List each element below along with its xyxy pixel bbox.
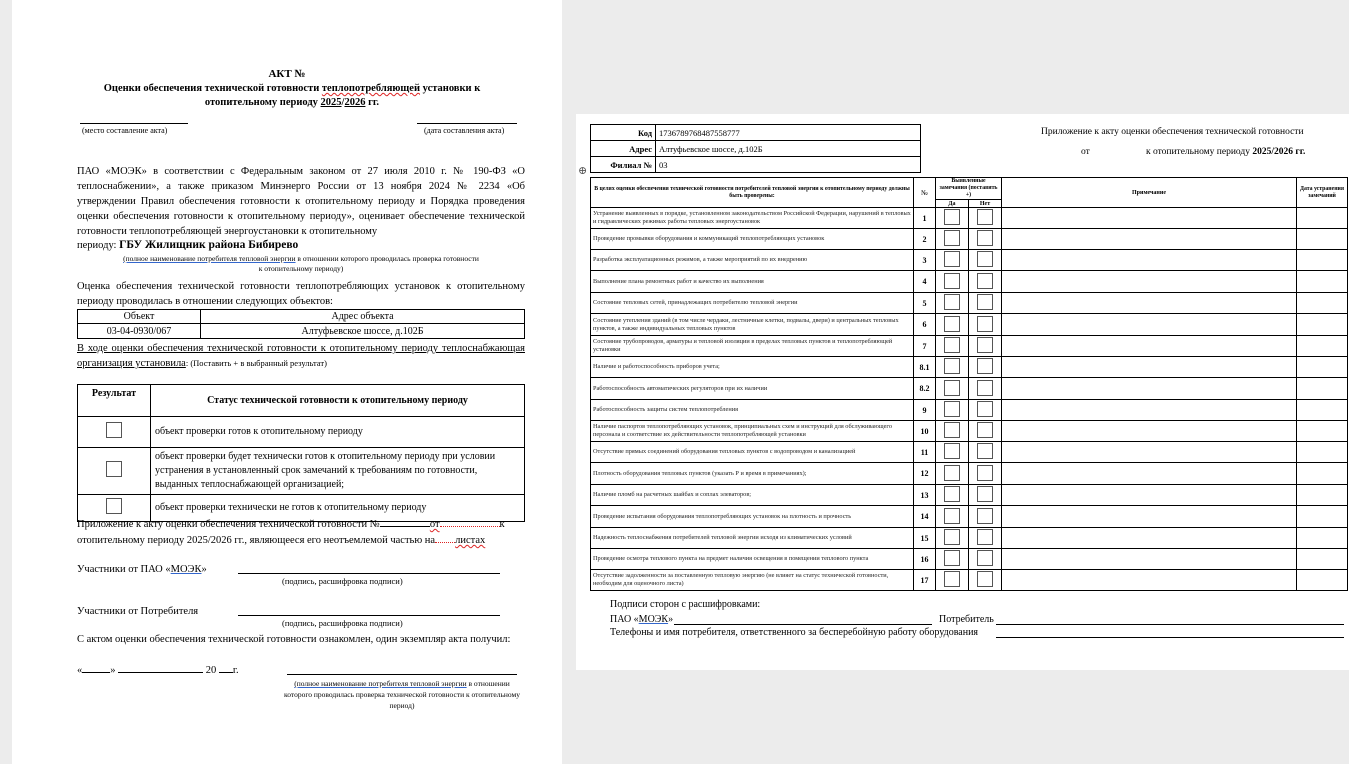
no-cell <box>969 271 1002 293</box>
yes-cell <box>936 208 969 229</box>
res-option-ready: объект проверки готов к отопительному периоду <box>151 417 525 448</box>
note-cell[interactable] <box>1002 208 1297 229</box>
criteria-text: Наличие паспортов теплопотребляющих установок, принципиальных схем и инструкций для обслуживающего персонала и соответствие их действительности теплопотребляющей установки <box>591 421 914 442</box>
moek-a: Участники от ПАО « <box>77 564 171 575</box>
date-fill-line <box>77 663 277 678</box>
subtitle-period: отопительному периоду <box>204 97 321 108</box>
criteria-row <box>591 570 1348 591</box>
no-checkbox[interactable] <box>977 316 993 332</box>
yes-cell <box>936 336 969 357</box>
consumer-line <box>77 238 525 253</box>
date-cell[interactable] <box>1297 250 1348 271</box>
yes-cell <box>936 485 969 506</box>
moek-sign-line[interactable] <box>238 573 500 574</box>
no-cell <box>969 229 1002 250</box>
appendix-year: 2025/2026 гг. <box>1252 147 1306 157</box>
results-table <box>77 384 525 522</box>
obj-header-address: Адрес объекта <box>201 310 525 324</box>
yes-checkbox[interactable] <box>944 529 960 545</box>
yes-cell <box>936 378 969 400</box>
criteria-text: Надежность теплоснабжения потребителей тепловой энергии исходя из климатических условий <box>591 528 914 549</box>
branch-value: 03 <box>656 157 921 173</box>
criteria-number: 14 <box>914 506 936 528</box>
criteria-number: 12 <box>914 463 936 485</box>
moek-c: » <box>201 564 207 575</box>
no-cell <box>969 528 1002 549</box>
sig-moek-line[interactable] <box>674 624 932 625</box>
criteria-text: Выполнение плана ремонтных работ и качество их выполнения <box>591 271 914 293</box>
date-cell[interactable] <box>1297 421 1348 442</box>
yes-checkbox[interactable] <box>944 316 960 332</box>
criteria-text: Плотность оборудования тепловых пунктов (указать Р и время в примечаниях); <box>591 463 914 485</box>
criteria-number: 8.2 <box>914 378 936 400</box>
note-cell[interactable] <box>1002 570 1297 591</box>
yes-checkbox[interactable] <box>944 273 960 289</box>
appendix-line-2 <box>77 533 527 548</box>
result-checkbox-ready[interactable] <box>106 422 122 438</box>
familiar-text: С актом оценки обеспечения технической готовности ознакомлен, один экземпляр акта получил: <box>77 634 511 645</box>
appendix-b: от <box>429 519 440 530</box>
appendix-a: Приложение к акту оценки обеспечения технической готовности № <box>77 519 380 530</box>
moek-name: МОЭК <box>170 564 202 575</box>
date-cell[interactable] <box>1297 400 1348 421</box>
yes-cell <box>936 314 969 336</box>
criteria-row <box>591 293 1348 314</box>
date-cell[interactable] <box>1297 293 1348 314</box>
no-checkbox[interactable] <box>977 380 993 396</box>
yes-checkbox[interactable] <box>944 380 960 396</box>
no-checkbox[interactable] <box>977 486 993 502</box>
yes-cell <box>936 506 969 528</box>
no-cell <box>969 293 1002 314</box>
yes-cell <box>936 549 969 570</box>
no-cell <box>969 336 1002 357</box>
criteria-row <box>591 271 1348 293</box>
consumer-caption-a: (полное наименование потребителя тепловой энергии <box>123 254 296 263</box>
criteria-text: Проведение промывки оборудования и коммуникаций теплопотребляющих установок <box>591 229 914 250</box>
criteria-table <box>590 177 1348 591</box>
date-cell[interactable] <box>1297 485 1348 506</box>
criteria-row <box>591 528 1348 549</box>
criteria-number: 1 <box>914 208 936 229</box>
subtitle-spell: теплопотребляющей <box>321 83 421 94</box>
no-checkbox[interactable] <box>977 294 993 310</box>
appendix-from: от <box>1081 147 1090 157</box>
note-cell[interactable] <box>1002 463 1297 485</box>
yes-cell <box>936 250 969 271</box>
criteria-rows <box>591 208 1348 591</box>
col-criteria: В целях оценки обеспечения технической готовности потребителей тепловой энергии к отопительному периоду должны быть проверены: <box>591 178 914 208</box>
date-year-suffix: г. <box>232 665 239 676</box>
date-cell[interactable] <box>1297 357 1348 378</box>
criteria-row <box>591 378 1348 400</box>
note-cell[interactable] <box>1002 485 1297 506</box>
criteria-row <box>591 336 1348 357</box>
obj-code: 03-04-0930/067 <box>78 324 201 339</box>
appendix-title: Приложение к акту оценки обеспечения технической готовности <box>1041 127 1304 137</box>
criteria-number: 8.1 <box>914 357 936 378</box>
sig-moek-a: ПАО « <box>610 614 639 625</box>
no-cell <box>969 314 1002 336</box>
foot-caption-b: в отношении которого проводилась проверка технической готовности к отопительному период) <box>283 679 520 710</box>
act-subtitle <box>72 82 512 110</box>
no-cell <box>969 463 1002 485</box>
yes-cell <box>936 293 969 314</box>
participants-moek <box>77 562 207 577</box>
criteria-text: Наличие пломб на расчетных шайбах и соплах элеваторов; <box>591 485 914 506</box>
yes-checkbox[interactable] <box>944 422 960 438</box>
no-checkbox[interactable] <box>977 443 993 459</box>
criteria-text: Работоспособность автоматических регуляторов при их наличии <box>591 378 914 400</box>
address-label: Адрес <box>591 141 656 157</box>
note-cell[interactable] <box>1002 336 1297 357</box>
criteria-text: Отсутствие задолженности за поставленную тепловую энергию (не влияет на статус технической готовности, необходим для оценочного листа) <box>591 570 914 591</box>
appendix-d: отопительному периоду 2025/2026 гг., являющееся его неотъемлемой частью на <box>77 535 436 546</box>
year-suffix: гг. <box>365 97 380 108</box>
criteria-row <box>591 485 1348 506</box>
criteria-number: 17 <box>914 570 936 591</box>
yes-checkbox[interactable] <box>944 358 960 374</box>
note-cell[interactable] <box>1002 250 1297 271</box>
note-cell[interactable] <box>1002 549 1297 570</box>
no-checkbox[interactable] <box>977 251 993 267</box>
criteria-text: Разработка эксплуатационных режимов, а также мероприятий по их внедрению <box>591 250 914 271</box>
result-intro-a: В ходе оценки обеспечения технической готовности к отопительному периоду теплоснабжающая организация установила <box>77 343 525 369</box>
col-num: № <box>914 178 936 208</box>
criteria-row <box>591 357 1348 378</box>
note-cell[interactable] <box>1002 357 1297 378</box>
criteria-number: 15 <box>914 528 936 549</box>
note-cell[interactable] <box>1002 442 1297 463</box>
no-cell <box>969 485 1002 506</box>
code-value: 1736789768487558777 <box>656 125 921 141</box>
result-intro <box>77 341 525 371</box>
no-cell <box>969 421 1002 442</box>
criteria-text: Проведение испытания оборудования теплопотребляющих установок на плотность и прочность <box>591 506 914 528</box>
note-cell[interactable] <box>1002 293 1297 314</box>
date-quote-open: « <box>77 665 83 676</box>
foot-caption <box>280 678 524 711</box>
criteria-number: 16 <box>914 549 936 570</box>
no-checkbox[interactable] <box>977 550 993 566</box>
address-value: Алтуфьевское шоссе, д.102Б <box>656 141 921 157</box>
yes-checkbox[interactable] <box>944 337 960 353</box>
no-cell <box>969 400 1002 421</box>
criteria-number: 9 <box>914 400 936 421</box>
yes-cell <box>936 442 969 463</box>
yes-cell <box>936 357 969 378</box>
res-header-status: Статус технической готовности к отопительному периоду <box>151 385 525 417</box>
date-cell[interactable] <box>1297 463 1348 485</box>
no-cell <box>969 442 1002 463</box>
appendix-e: листах <box>455 535 486 546</box>
result-checkbox-conditional[interactable] <box>106 461 122 477</box>
date-cell[interactable] <box>1297 229 1348 250</box>
subtitle-part: Оценки обеспечения технической готовности <box>103 83 322 94</box>
consumer-name: ГБУ Жилищник района Бибирево <box>119 239 299 251</box>
criteria-number: 2 <box>914 229 936 250</box>
year-end: 2026 <box>344 97 366 108</box>
code-label: Код <box>591 125 656 141</box>
date-cell[interactable] <box>1297 336 1348 357</box>
yes-checkbox[interactable] <box>944 209 960 225</box>
yes-cell <box>936 570 969 591</box>
col-yes: Да <box>936 200 969 208</box>
no-cell <box>969 250 1002 271</box>
yes-checkbox[interactable] <box>944 465 960 481</box>
res-cell <box>78 448 151 495</box>
appendix-period-label: к отопительному периоду <box>1146 147 1250 157</box>
criteria-text: Состояние тепловых сетей, принадлежащих потребителю тепловой энергии <box>591 293 914 314</box>
criteria-number: 4 <box>914 271 936 293</box>
result-intro-b: : (Поставить + в выбранный результат) <box>185 358 327 368</box>
yes-cell <box>936 400 969 421</box>
phones-line[interactable] <box>996 637 1344 638</box>
objects-table <box>77 309 525 339</box>
year-sep: / <box>341 97 345 108</box>
header-info-table <box>590 124 921 173</box>
criteria-row <box>591 506 1348 528</box>
yes-checkbox[interactable] <box>944 443 960 459</box>
note-cell[interactable] <box>1002 506 1297 528</box>
branch-label: Филиал № <box>591 157 656 173</box>
date-cell[interactable] <box>1297 570 1348 591</box>
criteria-number: 5 <box>914 293 936 314</box>
yes-checkbox[interactable] <box>944 294 960 310</box>
criteria-row <box>591 314 1348 336</box>
objects-intro: Оценка обеспечения технической готовности теплопотребляющих установок к отопительному периоду проводилась в отношении следующих объектов: <box>77 281 525 307</box>
note-cell[interactable] <box>1002 378 1297 400</box>
date-line[interactable] <box>417 123 517 124</box>
sign-caption-2: (подпись, расшифровка подписи) <box>282 618 403 628</box>
col-no: Нет <box>969 200 1002 208</box>
date-cell[interactable] <box>1297 528 1348 549</box>
obj-address: Алтуфьевское шоссе, д.102Б <box>201 324 525 339</box>
sig-moek-name: МОЭК <box>638 614 669 625</box>
phones-label: Телефоны и имя потребителя, ответственного за бесперебойную работу оборудования <box>610 627 979 638</box>
year-start: 2025 <box>320 97 342 108</box>
yes-cell <box>936 229 969 250</box>
criteria-number: 7 <box>914 336 936 357</box>
criteria-text: Работоспособность защиты систем теплопотребления <box>591 400 914 421</box>
date-cell[interactable] <box>1297 378 1348 400</box>
criteria-row <box>591 549 1348 570</box>
act-title: АКТ № <box>268 68 306 80</box>
col-note: Примечание <box>1002 178 1297 208</box>
intro-paragraph: ПАО «МОЭК» в соответствии с Федеральным законом от 27 июля 2010 г. № 190-ФЗ «О теплоснабжении», а также приказом Минэнерго России от 13 ноября 2024 № 2234 «Об утверждении Правил обеспечения готовности к отопительному периоду и Порядка проведения оценки обеспечения готовности к отопительному периоду», оценивает обеспечение технической готовности теплопотребляющей энергоустановки к отопительному <box>77 166 525 237</box>
yes-checkbox[interactable] <box>944 230 960 246</box>
note-cell[interactable] <box>1002 271 1297 293</box>
foot-caption-a: (полное наименование потребителя тепловой энергии <box>294 679 467 688</box>
res-header-result: Результат <box>78 385 151 417</box>
no-checkbox[interactable] <box>977 571 993 587</box>
participants-consumer: Участники от Потребителя <box>77 606 199 617</box>
consumer-prefix: периоду: <box>77 240 120 251</box>
no-checkbox[interactable] <box>977 209 993 225</box>
date-caption: (дата составления акта) <box>424 126 505 135</box>
criteria-text: Состояние трубопроводов, арматуры и тепловой изоляции в пределах тепловых пунктов и теплопотребляющей установки <box>591 336 914 357</box>
yes-cell <box>936 528 969 549</box>
consumer-sign-line[interactable] <box>238 615 500 616</box>
criteria-number: 3 <box>914 250 936 271</box>
note-cell[interactable] <box>1002 528 1297 549</box>
page-appendix <box>576 114 1349 670</box>
criteria-number: 6 <box>914 314 936 336</box>
criteria-text: Наличие и работоспособность приборов учета; <box>591 357 914 378</box>
appendix-c: к <box>499 519 505 530</box>
date-cell[interactable] <box>1297 442 1348 463</box>
result-checkbox-not-ready[interactable] <box>106 498 122 514</box>
date-century: 20 <box>205 665 217 676</box>
no-checkbox[interactable] <box>977 508 993 524</box>
criteria-row <box>591 463 1348 485</box>
subtitle-part: установки к <box>420 83 481 94</box>
no-checkbox[interactable] <box>977 337 993 353</box>
date-cell[interactable] <box>1297 271 1348 293</box>
note-cell[interactable] <box>1002 314 1297 336</box>
yes-cell <box>936 463 969 485</box>
no-cell <box>969 506 1002 528</box>
consumer-caption-b: в отношении которого проводилась проверка готовности <box>295 254 479 263</box>
yes-cell <box>936 421 969 442</box>
date-cell[interactable] <box>1297 549 1348 570</box>
consumer-caption-c: к отопительному периоду) <box>258 264 344 273</box>
sign-caption: (подпись, расшифровка подписи) <box>282 576 403 586</box>
no-checkbox[interactable] <box>977 273 993 289</box>
criteria-number: 10 <box>914 421 936 442</box>
criteria-text: Отсутствие прямых соединений оборудования тепловых пунктов с водопроводом и канализацией <box>591 442 914 463</box>
criteria-number: 11 <box>914 442 936 463</box>
no-cell <box>969 357 1002 378</box>
res-option-not-ready: объект проверки технически не готов к отопительному периоду <box>151 495 525 522</box>
col-date: Дата устранения замечаний <box>1297 178 1348 208</box>
criteria-row <box>591 208 1348 229</box>
date-cell[interactable] <box>1297 506 1348 528</box>
criteria-row <box>591 250 1348 271</box>
yes-checkbox[interactable] <box>944 571 960 587</box>
date-cell[interactable] <box>1297 314 1348 336</box>
col-remarks: Выявленные замечания (поставить +) <box>936 178 1002 200</box>
sig-consumer: Потребитель <box>939 614 994 625</box>
criteria-number: 13 <box>914 485 936 506</box>
criteria-text: Проведение осмотра теплового пункта на предмет наличия освещения в помещении теплового пункта <box>591 549 914 570</box>
res-option-conditional: объект проверки будет технически готов к отопительному периоду при условии устранения в установленный срок замечаний к требованиям по готовности, выданных теплоснабжающей организацией; <box>151 448 525 495</box>
yes-checkbox[interactable] <box>944 401 960 417</box>
no-cell <box>969 208 1002 229</box>
criteria-row <box>591 400 1348 421</box>
signatures-title: Подписи сторон с расшифровками: <box>610 599 761 610</box>
table-move-handle-icon[interactable]: ⊕ <box>578 165 588 177</box>
sig-moek <box>610 614 673 625</box>
no-cell <box>969 378 1002 400</box>
criteria-text: Устранение выявленных в порядке, установленном законодательством Российской Федерации, нарушений в тепловых и гидравлических режимах работы тепловых энергоустановок <box>591 208 914 229</box>
note-cell[interactable] <box>1002 421 1297 442</box>
no-checkbox[interactable] <box>977 358 993 374</box>
obj-header-object: Объект <box>78 310 201 324</box>
res-cell <box>78 417 151 448</box>
consumer-caption <box>77 254 525 274</box>
no-cell <box>969 570 1002 591</box>
date-cell[interactable] <box>1297 208 1348 229</box>
yes-checkbox[interactable] <box>944 508 960 524</box>
page-act <box>12 0 562 764</box>
criteria-row <box>591 229 1348 250</box>
no-checkbox[interactable] <box>977 230 993 246</box>
no-cell <box>969 549 1002 570</box>
yes-cell <box>936 271 969 293</box>
sig-consumer-line[interactable] <box>996 624 1344 625</box>
no-checkbox[interactable] <box>977 465 993 481</box>
consumer-name-line[interactable] <box>287 674 517 675</box>
note-cell[interactable] <box>1002 400 1297 421</box>
no-checkbox[interactable] <box>977 401 993 417</box>
place-caption: (место составление акта) <box>82 126 168 135</box>
appendix-line-1 <box>77 517 527 532</box>
place-line[interactable] <box>80 123 188 124</box>
criteria-row <box>591 442 1348 463</box>
sig-moek-c: » <box>668 614 674 625</box>
appendix-period <box>1146 147 1305 157</box>
yes-checkbox[interactable] <box>944 550 960 566</box>
criteria-row <box>591 421 1348 442</box>
yes-checkbox[interactable] <box>944 251 960 267</box>
date-quote-close: » <box>110 665 116 676</box>
no-checkbox[interactable] <box>977 422 993 438</box>
note-cell[interactable] <box>1002 229 1297 250</box>
yes-checkbox[interactable] <box>944 486 960 502</box>
no-checkbox[interactable] <box>977 529 993 545</box>
criteria-text: Состояние утепления зданий (в том числе чердаки, лестничные клетки, подвалы, двери) и центральных тепловых пунктов, а также индивидуальных тепловых пунктов <box>591 314 914 336</box>
